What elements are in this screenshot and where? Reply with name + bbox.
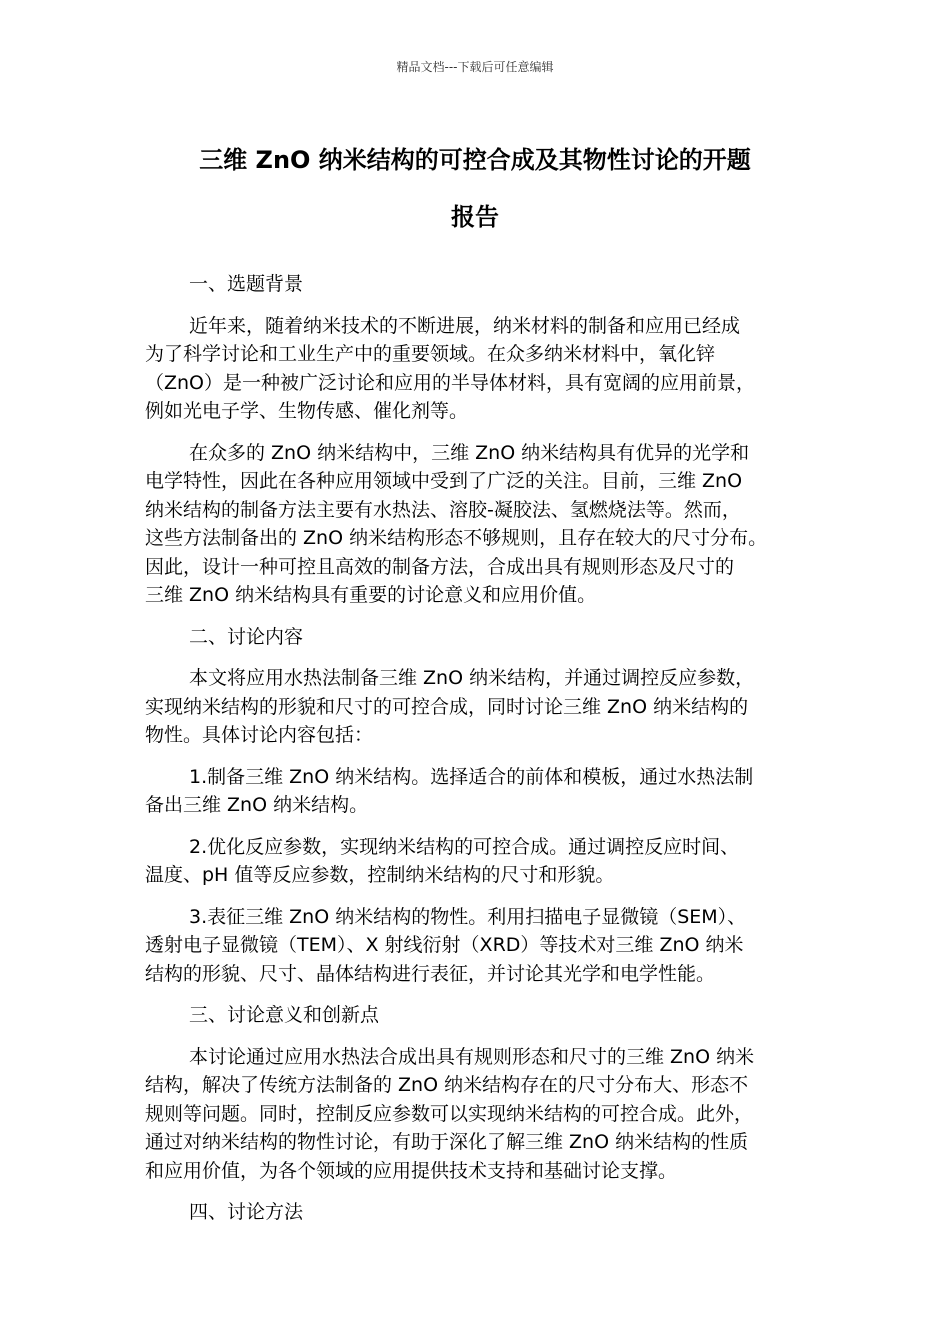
paragraph-content-intro: 本文将应用水热法制备三维 ZnO 纳米结构，并通过调控反应参数， 实现纳米结构的形貌和尺寸的可控合成，同时讨论三维 ZnO 纳米结构的 物性。具体讨论内容包括： [145,667,755,746]
document-title-line-1: 三维 ZnO 纳米结构的可控合成及其物性讨论的开题 [199,146,751,174]
page-header: 精品文档---下载后可任意编辑 [396,60,554,74]
paragraph-content-item-2: 2.优化反应参数，实现纳米结构的可控合成。通过调控反应时间、 温度、pH 值等反应参数，控制纳米结构的尺寸和形貌。 [145,835,740,886]
document-body [145,270,810,1240]
paragraph-background-1: 近年来，随着纳米技术的不断进展，纳米材料的制备和应用已经成 为了科学讨论和工业生产中的重要领域。在众多纳米材料中，氧化锌 （ZnO）是一种被广泛讨论和应用的半导体材料，具有宽阔的应用前景， 例如光电子学、生物传感、催化剂等。 [145,314,756,422]
paragraph-background-2: 在众多的 ZnO 纳米结构中，三维 ZnO 纳米结构具有优异的光学和 电学特性，因此在各种应用领域中受到了广泛的关注。目前，三维 ZnO 纳米结构的制备方法主要有水热法、溶胶-凝胶法、氢燃烧法等。然而， 这些方法制备出的 ZnO 纳米结构形态不够规则，且存在较大的尺寸分布。 因此，设计一种可控且高效的制备方法，合成出具有规则形态及尺寸的 三维 ZnO 纳米结构具有重要的讨论意义和应用价值。 [145,441,768,606]
paragraph-significance: 本讨论通过应用水热法合成出具有规则形态和尺寸的三维 ZnO 纳米 结构，解决了传统方法制备的 ZnO 纳米结构存在的尺寸分布大、形态不 规则等问题。同时，控制反应参数可以实现纳米结构的可控合成。此外， 通过对纳米结构的物性讨论，有助于深化了解三维 ZnO 纳米结构的性质 和应用价值，为各个领域的应用提供技术支持和基础讨论支撑。 [145,1045,755,1182]
section-heading-methods: 四、讨论方法 [189,1201,304,1223]
section-heading-background: 一、选题背景 [189,273,304,295]
section-heading-content: 二、讨论内容 [189,625,304,648]
section-heading-significance: 三、讨论意义和创新点 [189,1004,380,1026]
paragraph-content-item-3: 3.表征三维 ZnO 纳米结构的物性。利用扫描电子显微镜（SEM）、 透射电子显微镜（TEM）、X 射线衍射（XRD）等技术对三维 ZnO 纳米 结构的形貌、尺寸、晶体结构进行表征，并讨论其光学和电学性能。 [145,905,747,985]
document-title-line-2: 报告 [451,203,499,231]
paragraph-content-item-1: 1.制备三维 ZnO 纳米结构。选择适合的前体和模板，通过水热法制 备出三维 ZnO 纳米结构。 [145,765,754,816]
